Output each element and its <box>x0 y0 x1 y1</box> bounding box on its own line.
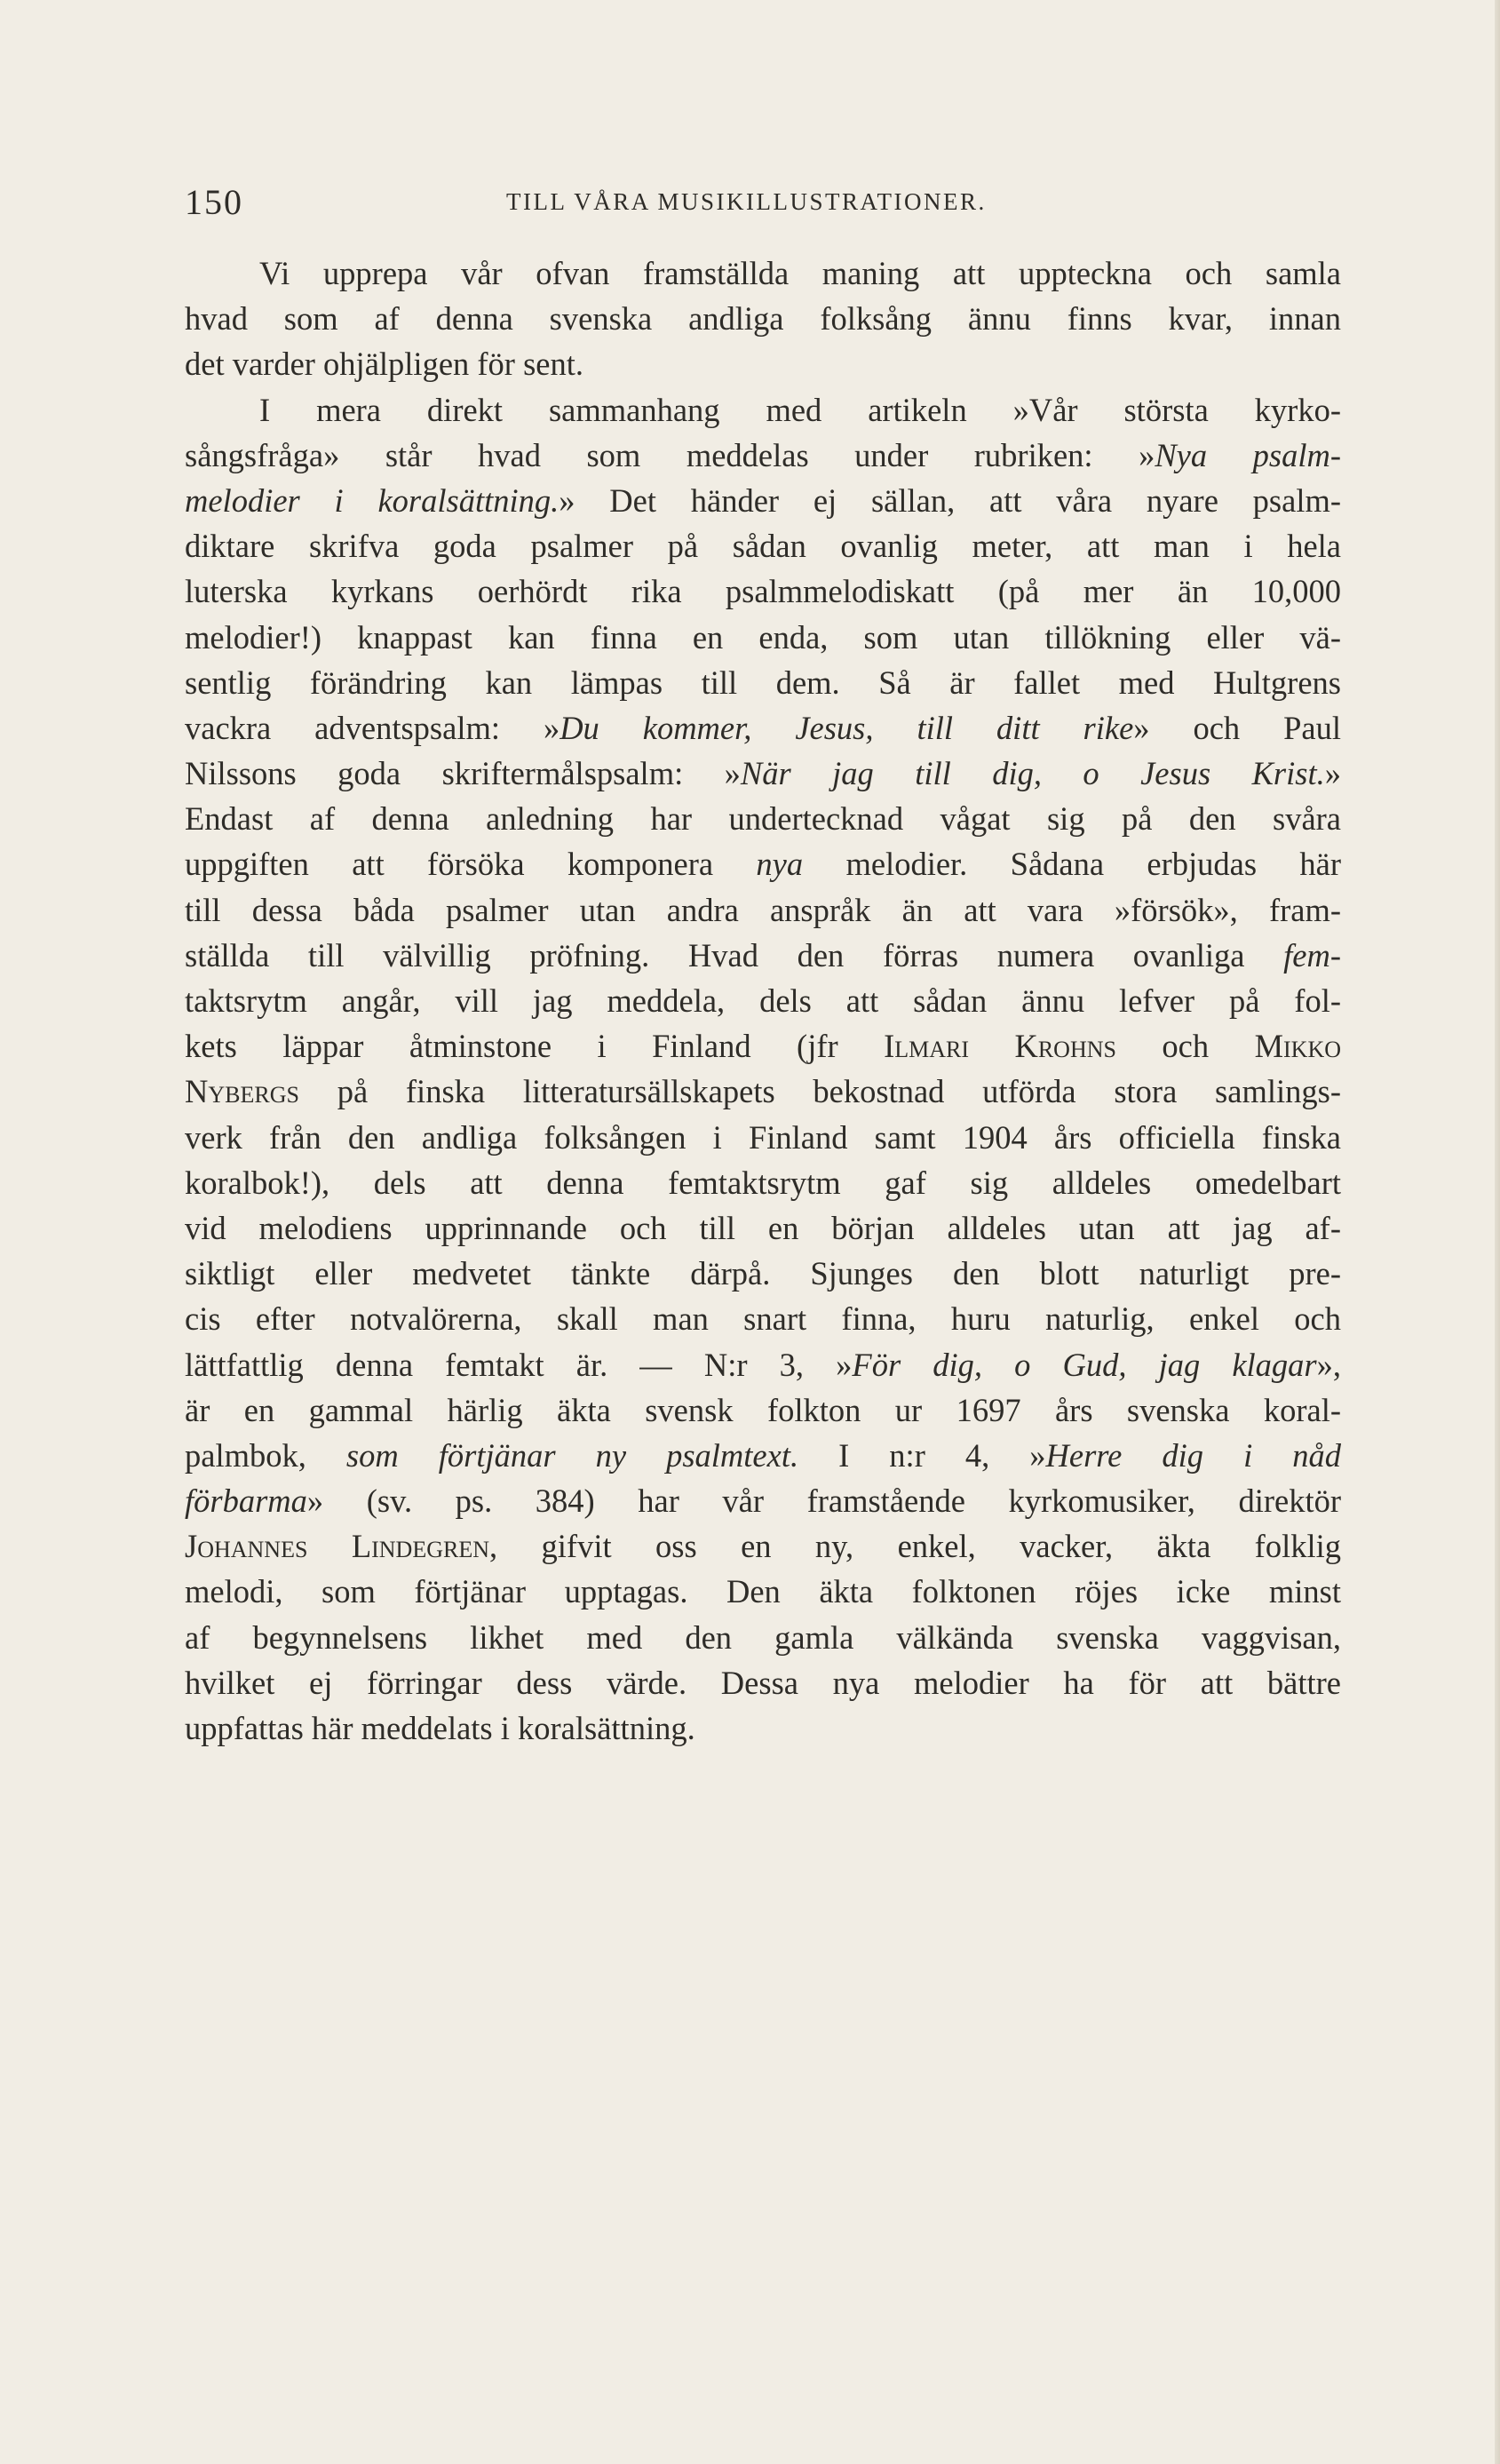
text-segment: Vi upprepa vår ofvan framställda maning att uppteckna och samla <box>259 255 1341 291</box>
text-segment: på finska litteratursällskapets bekostnad utförda stora samlings- <box>298 1073 1341 1110</box>
text-line <box>185 433 1341 478</box>
text-segment: uppfattas här meddelats i koralsättning. <box>185 1710 695 1746</box>
italic-text: Du kommer, Jesus, till ditt rike <box>560 709 1134 746</box>
page-number: 150 <box>185 182 243 222</box>
text-segment: hvad som af denna svenska andliga folksång ännu finns kvar, innan <box>185 300 1341 338</box>
text-segment: luterska kyrkans oerhördt rika psalmmelodiskatt (på mer än 10,000 <box>185 573 1341 610</box>
text-segment: lättfattlig denna femtakt är. — N:r 3, » <box>185 1346 853 1383</box>
italic-text: nya <box>756 846 804 883</box>
text-line <box>185 751 1341 796</box>
page-edge <box>1495 0 1500 2464</box>
italic-text: som förtjänar ny psalmtext. <box>345 1436 799 1474</box>
text-line <box>185 523 1341 568</box>
text-line <box>185 1660 1341 1705</box>
page-header <box>185 174 1348 227</box>
text-line <box>185 1569 1341 1614</box>
text-segment: det varder ohjälpligen för sent. <box>185 346 583 383</box>
italic-text: förbarma <box>185 1482 307 1520</box>
italic-text: När jag till dig, o Jesus Krist. <box>740 755 1325 792</box>
text-line <box>185 387 1341 433</box>
italic-text: Herre dig i nåd <box>1045 1436 1341 1474</box>
text-segment: Nilssons goda skriftermålspsalm: » <box>185 755 741 792</box>
small-caps-text: Nybergs <box>185 1073 299 1110</box>
small-caps-text: Johannes Lindegren, <box>185 1528 498 1565</box>
text-segment: I mera direkt sammanhang med artikeln »Vår största kyrko- <box>259 391 1341 428</box>
text-line <box>185 1296 1341 1341</box>
text-line <box>185 1478 1341 1523</box>
small-caps-text: Mikko <box>1254 1028 1342 1065</box>
text-line <box>185 1615 1341 1660</box>
text-line <box>185 615 1341 660</box>
text-segment: », <box>1316 1346 1341 1383</box>
text-line <box>185 1251 1341 1296</box>
text-segment: » och Paul <box>1133 709 1341 746</box>
text-line <box>185 296 1341 341</box>
text-segment: uppgiften att försöka komponera <box>185 846 757 883</box>
text-line <box>185 887 1341 933</box>
text-line <box>185 660 1341 705</box>
text-line <box>185 1387 1341 1433</box>
text-segment: gifvit oss en ny, enkel, vacker, äkta folklig <box>497 1528 1341 1565</box>
text-segment: melodier. Sådana erbjudas här <box>803 846 1342 883</box>
text-line <box>185 1160 1341 1205</box>
text-segment: cis efter notvalörerna, skall man snart finna, huru naturlig, enkel och <box>185 1300 1341 1338</box>
running-title: TILL VÅRA MUSIKILLUSTRATIONER. <box>506 188 987 215</box>
text-segment: är en gammal härlig äkta svensk folkton ur 1697 års svenska koral- <box>185 1391 1341 1428</box>
text-segment: vackra adventspsalm: » <box>185 709 560 746</box>
text-segment: siktligt eller medvetet tänkte därpå. Sjunges den blott naturligt pre- <box>185 1255 1341 1292</box>
text-line <box>185 1023 1341 1069</box>
body-text <box>185 250 1341 1751</box>
text-line <box>185 705 1341 751</box>
italic-text: melodier i koralsättning. <box>185 481 560 519</box>
text-segment: sentlig förändring kan lämpas till dem. Så är fallet med Hultgrens <box>185 664 1341 701</box>
text-segment: af begynnelsens likhet med den gamla välkända svenska vaggvisan, <box>185 1618 1341 1656</box>
text-segment: palmbok, <box>185 1436 346 1474</box>
italic-text: För dig, o Gud, jag klagar <box>852 1346 1317 1383</box>
text-segment: kets läppar åtminstone i Finland (jfr <box>185 1028 885 1065</box>
text-segment: melodi, som förtjänar upptagas. Den äkta folktonen röjes icke minst <box>185 1573 1341 1610</box>
text-segment: vid melodiens upprinnande och till en början alldeles utan att jag af- <box>185 1209 1341 1246</box>
text-segment: verk från den andliga folksången i Finland samt 1904 års officiella finska <box>185 1118 1341 1156</box>
text-segment: ställda till välvillig pröfning. Hvad den förras numera ovanliga <box>185 936 1284 974</box>
text-segment: taktsrytm angår, vill jag meddela, dels att sådan ännu lefver på fol- <box>185 982 1341 1019</box>
text-line <box>185 933 1341 978</box>
text-line <box>185 1705 1341 1751</box>
text-segment: koralbok!), dels att denna femtaktsrytm gaf sig alldeles omedelbart <box>185 1164 1341 1201</box>
text-line <box>185 250 1341 296</box>
text-segment: Endast af denna anledning har undertecknad vågat sig på den svåra <box>185 800 1341 838</box>
text-line <box>185 568 1341 614</box>
italic-text: Nya psalm- <box>1155 436 1341 473</box>
small-caps-text: Ilmari Krohns <box>884 1028 1116 1065</box>
text-line <box>185 841 1341 886</box>
italic-text: fem- <box>1283 936 1341 974</box>
text-segment: diktare skrifva goda psalmer på sådan ovanlig meter, att man i hela <box>185 528 1341 565</box>
text-line <box>185 341 1341 386</box>
text-line <box>185 478 1341 523</box>
text-segment: och <box>1115 1028 1255 1065</box>
text-line <box>185 1205 1341 1251</box>
text-segment: till dessa båda psalmer utan andra anspråk än att vara »försök», fram- <box>185 891 1341 928</box>
text-segment: » Det händer ej sällan, att våra nyare psalm- <box>559 481 1342 519</box>
text-line <box>185 1433 1341 1478</box>
text-line <box>185 1115 1341 1160</box>
text-line <box>185 796 1341 841</box>
text-segment: hvilket ej förringar dess värde. Dessa nya melodier ha för att bättre <box>185 1664 1341 1701</box>
text-segment: » <box>1324 755 1341 792</box>
text-line <box>185 1523 1341 1569</box>
text-segment: melodier!) knappast kan finna en enda, som utan tillökning eller vä- <box>185 618 1341 656</box>
text-line <box>185 1342 1341 1387</box>
text-segment: I n:r 4, » <box>798 1436 1046 1474</box>
text-segment: sångsfråga» står hvad som meddelas under rubriken: » <box>185 436 1155 473</box>
text-line <box>185 1069 1341 1114</box>
text-line <box>185 978 1341 1023</box>
text-segment: » (sv. ps. 384) har vår framstående kyrkomusiker, direktör <box>306 1482 1341 1520</box>
